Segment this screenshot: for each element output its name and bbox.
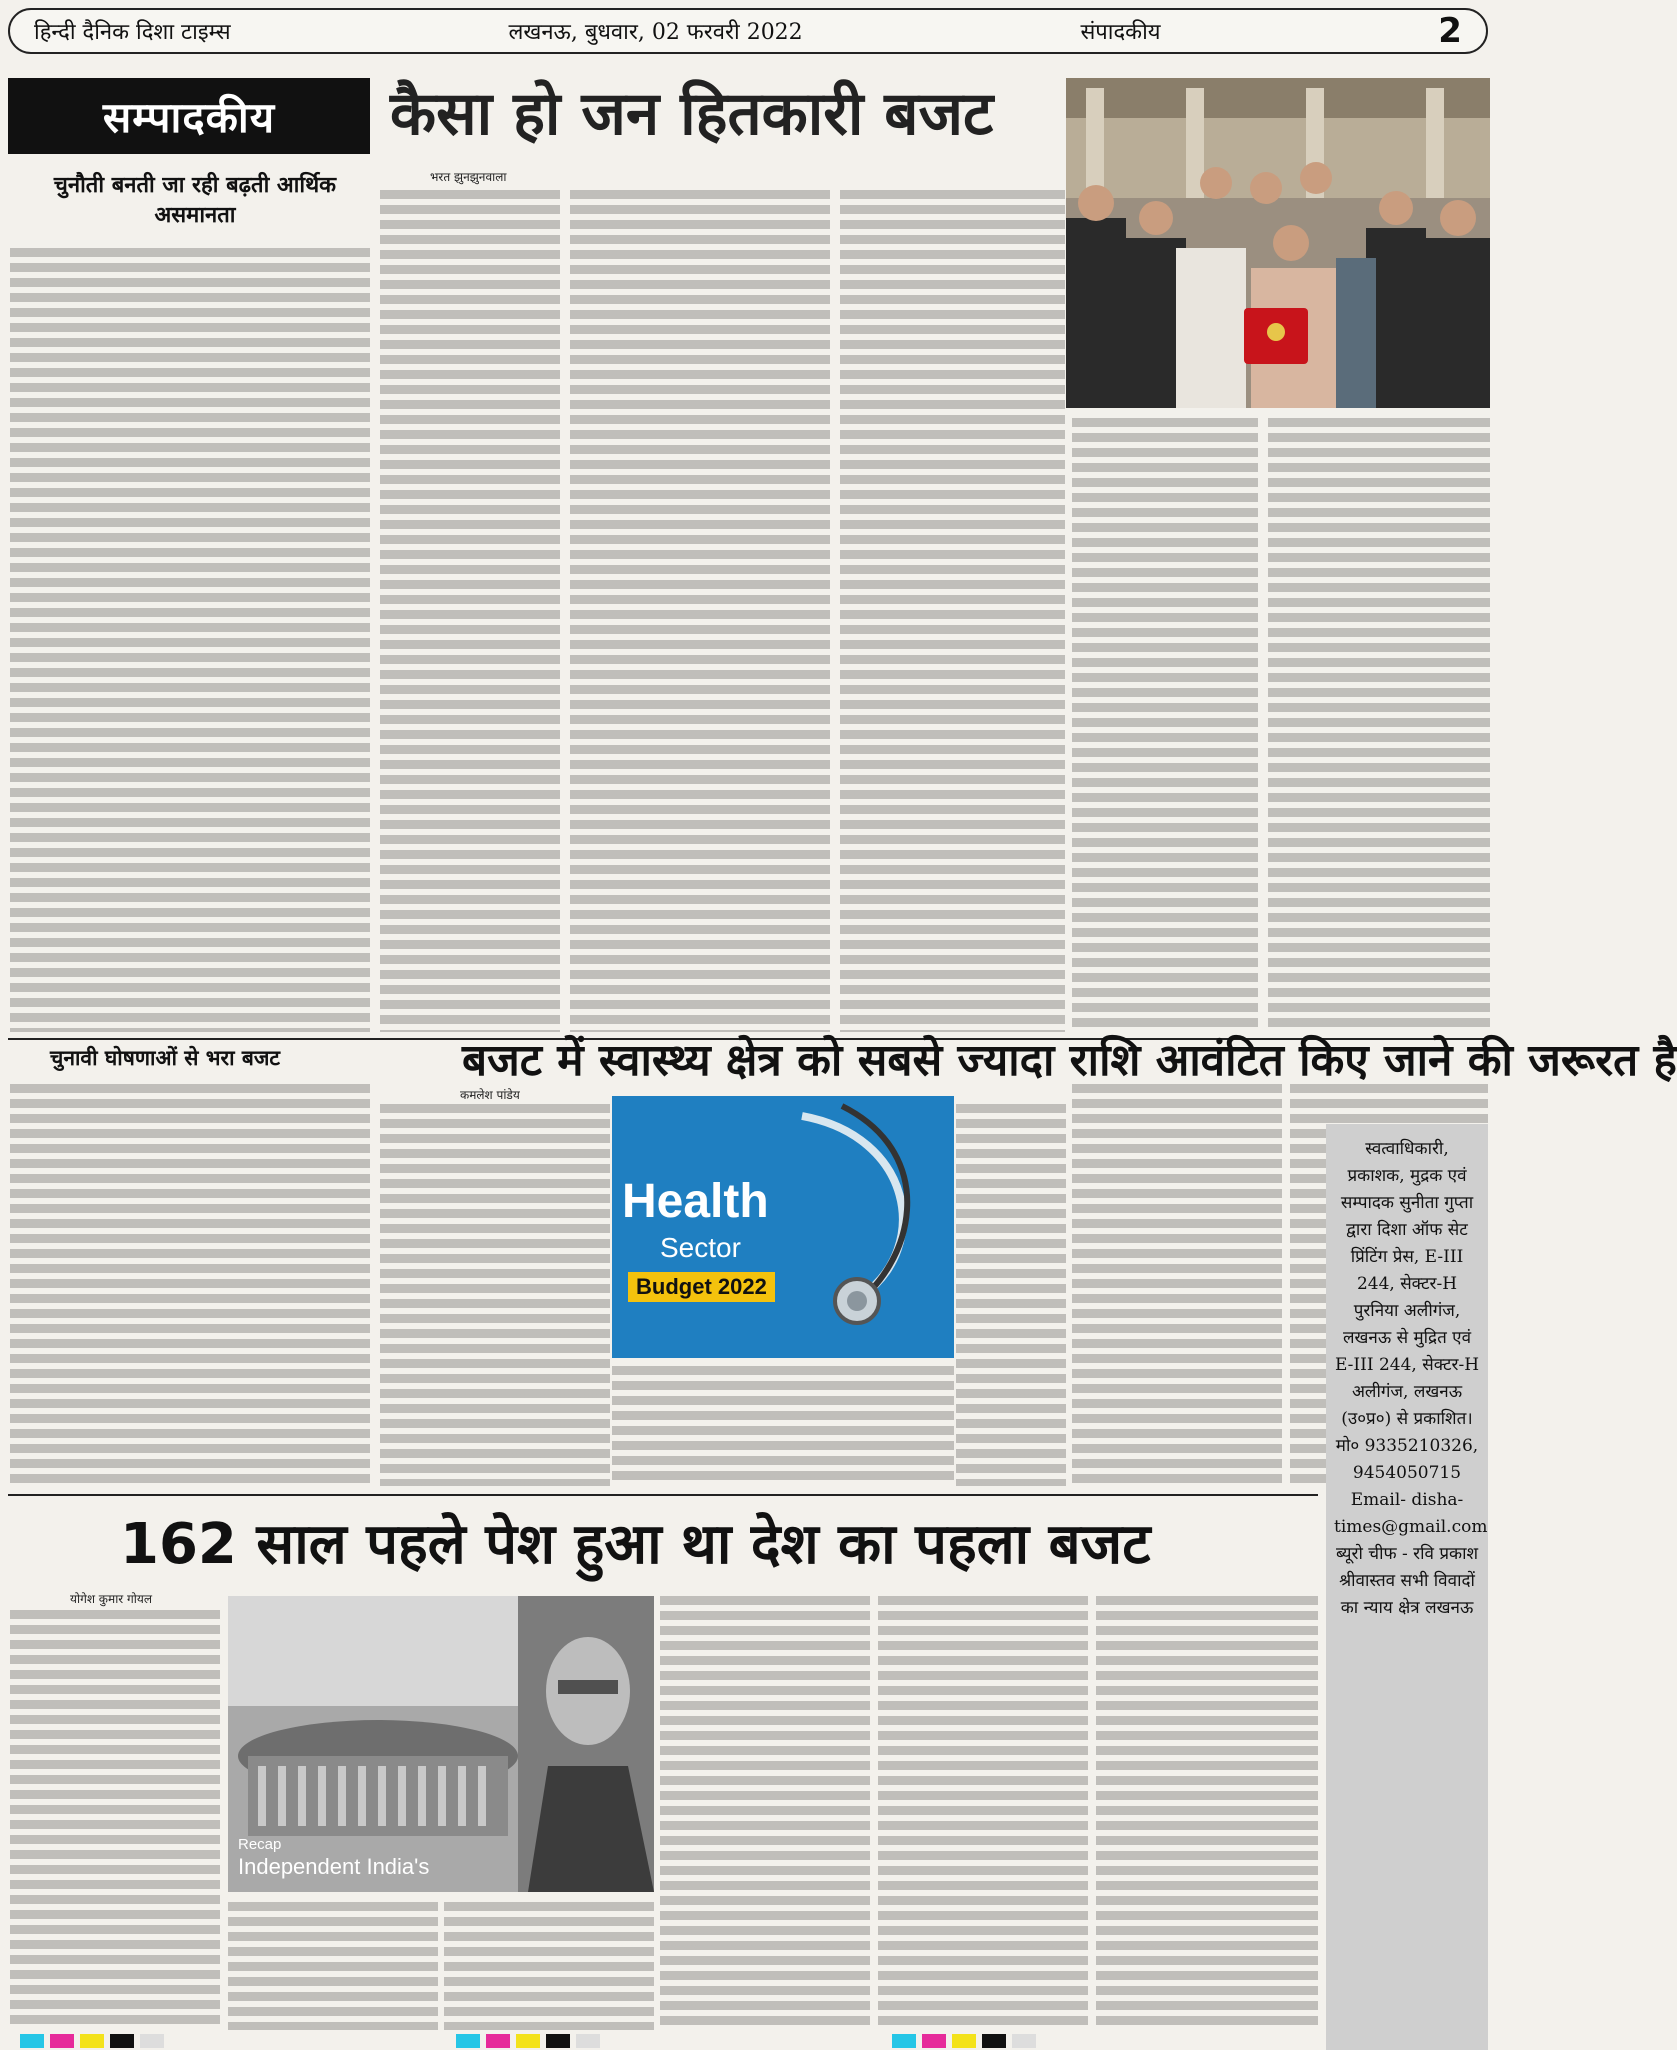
editorial-column-1 xyxy=(10,248,370,1032)
story3-column-5 xyxy=(878,1596,1088,2030)
story2-kicker: चुनावी घोषणाओं से भरा बजट xyxy=(50,1045,281,1070)
story3-column-6 xyxy=(1096,1596,1318,2030)
editorial-column-2 xyxy=(380,190,560,1032)
health-sector-budget-graphic xyxy=(612,1096,954,1358)
newspaper-name: हिन्दी दैनिक दिशा टाइम्स xyxy=(34,20,231,45)
editorial-headline: कैसा हो जन हितकारी बजट xyxy=(390,79,994,149)
editorial-column-4 xyxy=(840,190,1065,1032)
story2-column-3 xyxy=(612,1366,954,1486)
editorial-subheadline: चुनौती बनती जा रही बढ़ती आर्थिक असमानता xyxy=(53,172,337,228)
section-divider-2 xyxy=(8,1494,1318,1496)
story3-column-2 xyxy=(228,1902,438,2030)
editorial-byline: भरत झुनझुनवाला xyxy=(430,170,507,184)
first-budget-archive-photo xyxy=(228,1596,654,1892)
finance-minister-budget-photo xyxy=(1066,78,1490,408)
photo-caption-independent: Independent India's xyxy=(238,1854,430,1879)
imprint-box: स्वत्वाधिकारी, प्रकाशक, मुद्रक एवं सम्पादक सुनीता गुप्ता द्वारा दिशा ऑफ सेट प्रिंटिंग प्रेस, E-III 244, सेक्टर-H पुरनिया अलीगंज, लखनऊ से मुद्रित एवं E-III 244, सेक्टर-H अलीगंज, लखनऊ (उ०प्र०) से प्रकाशित। मो० 9335210326, 9454050715 Email- disha-times@gmail.com ब्यूरो चीफ - रवि प्रकाश श्रीवास्तव सभी विवादों का न्याय क्षेत्र लखनऊ xyxy=(1326,1124,1488,2050)
page-number: 2 xyxy=(1438,11,1462,51)
color-registration-marks xyxy=(0,2034,1516,2050)
story2-column-2 xyxy=(380,1104,610,1486)
story2-column-1 xyxy=(10,1084,370,1486)
story3-byline: योगेश कुमार गोयल xyxy=(70,1592,152,1606)
story2-byline: कमलेश पांडेय xyxy=(460,1088,520,1102)
story3-column-1 xyxy=(10,1610,220,2030)
editorial-column-3 xyxy=(570,190,830,1032)
story2-headline: बजट में स्वास्थ्य क्षेत्र को सबसे ज्यादा राशि आवंटित किए जाने की जरूरत है xyxy=(462,1035,1677,1086)
graphic-word-health: Health xyxy=(622,1175,769,1228)
editorial-banner: सम्पादकीय xyxy=(8,78,370,154)
editorial-column-6 xyxy=(1268,418,1490,1032)
masthead xyxy=(8,8,1488,54)
graphic-word-sector: Sector xyxy=(660,1232,741,1263)
story2-column-4 xyxy=(956,1104,1066,1486)
story3-headline: 162 साल पहले पेश हुआ था देश का पहला बजट xyxy=(120,1512,1151,1577)
photo-caption-recap: Recap xyxy=(238,1836,282,1853)
section-name: संपादकीय xyxy=(1080,20,1161,45)
story3-column-4 xyxy=(660,1596,870,2030)
dateline: लखनऊ, बुधवार, 02 फरवरी 2022 xyxy=(508,20,803,45)
story2-column-5 xyxy=(1072,1084,1282,1486)
story3-column-3 xyxy=(444,1902,654,2030)
editorial-column-5 xyxy=(1072,418,1258,1032)
graphic-budget-tag: Budget 2022 xyxy=(628,1272,775,1302)
